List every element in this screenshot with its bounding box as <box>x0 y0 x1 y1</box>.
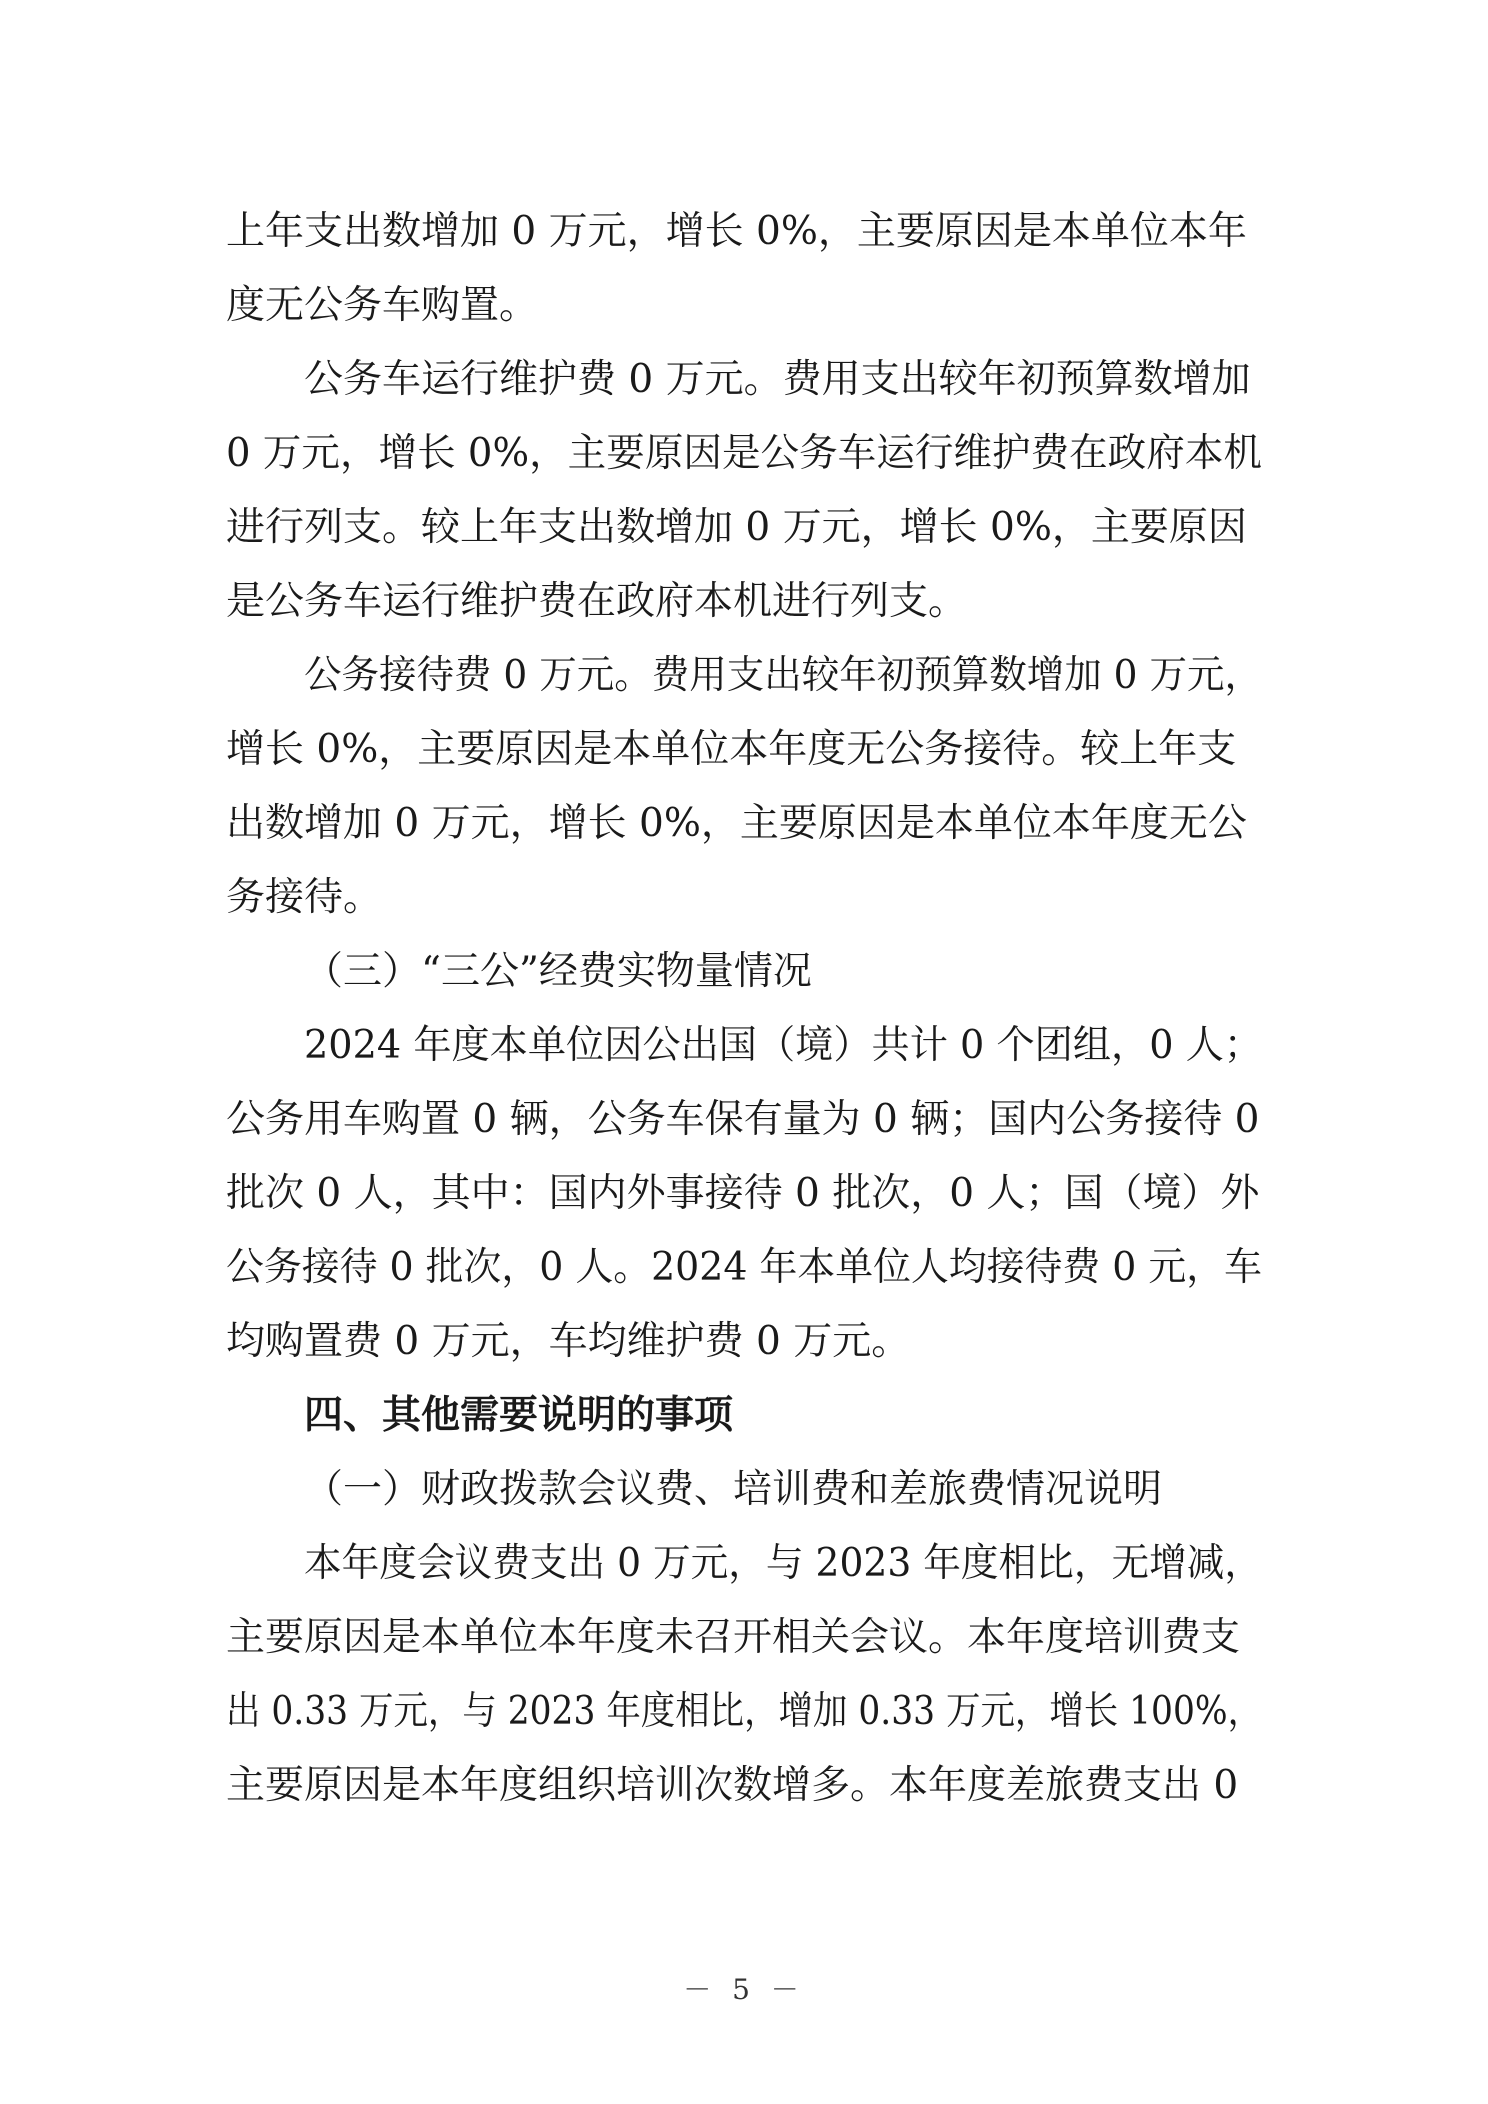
text-line: 批次 0 人，其中：国内外事接待 0 批次，0 人；国（境）外 <box>226 1171 1260 1216</box>
text-line: 本年度会议费支出 0 万元，与 2023 年度相比，无增减， <box>304 1541 1263 1586</box>
text-line: 务接待。 <box>226 875 383 920</box>
text-line: 增长 0%，主要原因是本单位本年度无公务接待。较上年支 <box>226 727 1237 772</box>
text-line: 进行列支。较上年支出数增加 0 万元，增长 0%，主要原因 <box>226 505 1247 550</box>
text-line: 度无公务车购置。 <box>226 283 539 328</box>
text-line: 0 万元，增长 0%，主要原因是公务车运行维护费在政府本机 <box>226 431 1262 476</box>
section-heading: 四、其他需要说明的事项 <box>304 1393 734 1438</box>
text-line: 上年支出数增加 0 万元，增长 0%，主要原因是本单位本年 <box>226 209 1247 254</box>
page-number: － 5 － <box>683 1973 805 2006</box>
text-line: 均购置费 0 万元，车均维护费 0 万元。 <box>226 1319 911 1364</box>
text-line: 2024 年度本单位因公出国（境）共计 0 个团组，0 人； <box>304 1023 1263 1068</box>
section-subheading: （三）“三公”经费实物量情况 <box>304 949 812 994</box>
text-line: 公务车运行维护费 0 万元。费用支出较年初预算数增加 <box>304 357 1251 402</box>
text-line: 出 0.33 万元，与 2023 年度相比，增加 0.33 万元，增长 100%， <box>226 1689 1263 1734</box>
text-line: 主要原因是本年度组织培训次数增多。本年度差旅费支出 0 <box>226 1763 1239 1808</box>
text-line: 是公务车运行维护费在政府本机进行列支。 <box>226 579 968 624</box>
text-line: 公务接待费 0 万元。费用支出较年初预算数增加 0 万元， <box>304 653 1262 698</box>
text-line: 公务用车购置 0 辆，公务车保有量为 0 辆；国内公务接待 0 <box>226 1097 1260 1142</box>
text-line: 出数增加 0 万元，增长 0%，主要原因是本单位本年度无公 <box>226 801 1247 846</box>
text-line: 公务接待 0 批次，0 人。2024 年本单位人均接待费 0 元，车 <box>226 1245 1263 1290</box>
text-line: 主要原因是本单位本年度未召开相关会议。本年度培训费支 <box>226 1615 1241 1660</box>
section-subheading: （一）财政拨款会议费、培训费和差旅费情况说明 <box>304 1467 1163 1512</box>
